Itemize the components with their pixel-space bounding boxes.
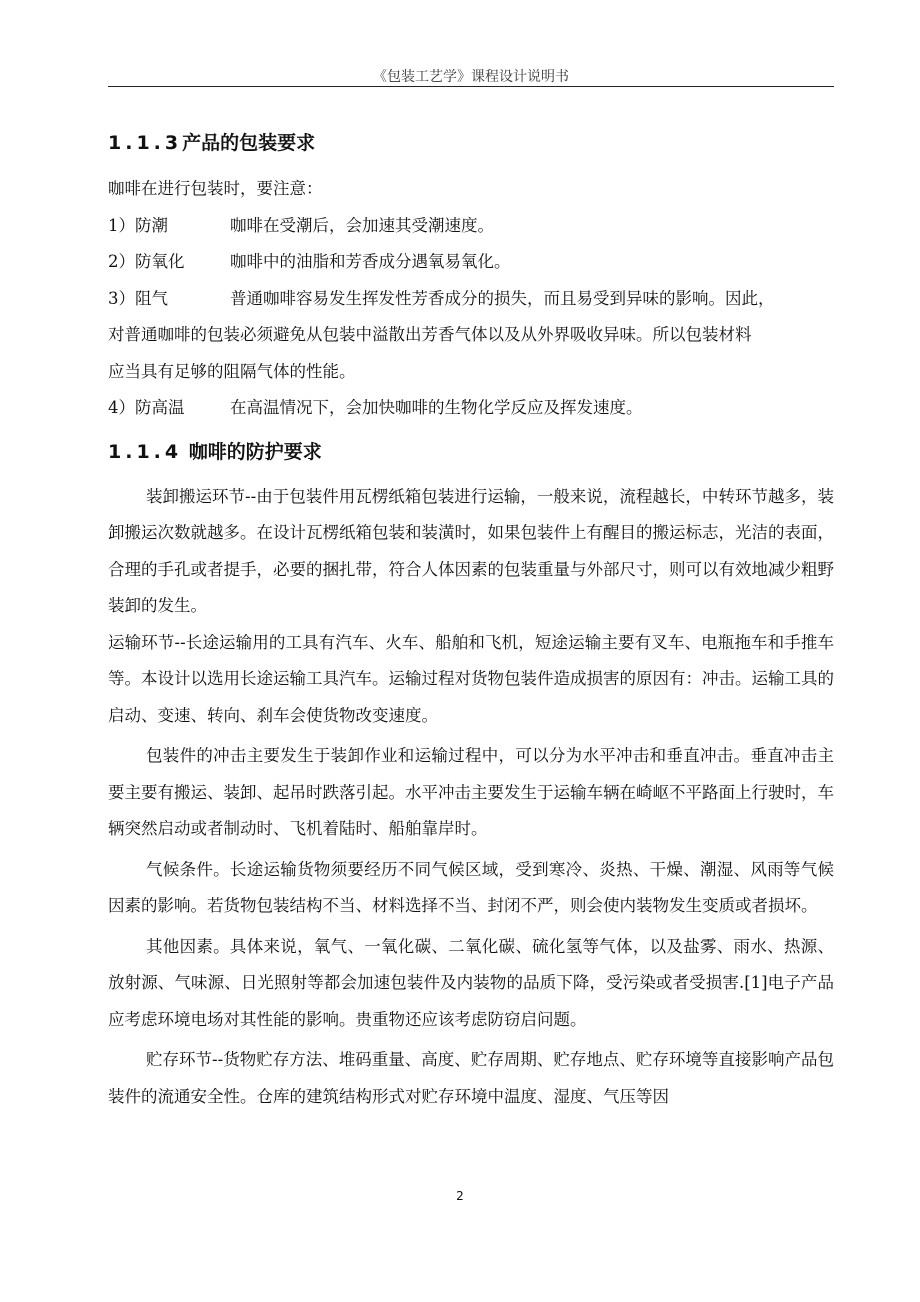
requirement-continuation: 对普通咖啡的包装必须避免从包装中溢散出芳香气体以及从外界吸收异味。所以包装材料 xyxy=(108,325,752,344)
requirement-label: 1）防潮 xyxy=(108,215,168,235)
header-divider xyxy=(108,86,834,87)
requirement-label: 3）阻气 xyxy=(108,288,168,308)
paragraph-transport: 运输环节--长途运输用的工具有汽车、火车、船舶和飞机，短途运输主要有叉车、电瓶拖车和手推车等。本设计以选用长途运输工具汽车。运输过程对货物包装件造成损害的原因有：冲击。运输工具的启动、变速、转向、刹车会使货物改变速度。 xyxy=(108,632,834,725)
requirement-text: 在高温情况下，会加快咖啡的生物化学反应及挥发速度。 xyxy=(230,398,643,417)
requirement-text: 咖啡中的油脂和芳香成分遇氧易氧化。 xyxy=(230,252,511,271)
section-number: 1.1.3 xyxy=(108,132,183,154)
section-heading-1-1-3 xyxy=(108,124,834,162)
section-intro: 咖啡在进行包装时，要注意： xyxy=(108,179,323,198)
paragraph-climate: 气候条件。长途运输货物须要经历不同气候区域，受到寒冷、炎热、干燥、潮湿、风雨等气候因素的影响。若货物包装结构不当、材料选择不当、封闭不严，则会使内装物发生变质或者损坏。 xyxy=(108,859,834,915)
paragraph-handling: 装卸搬运环节--由于包装件用瓦楞纸箱包装进行运输，一般来说，流程越长，中转环节越多，装卸搬运次数就越多。在设计瓦楞纸箱包装和装潢时，如果包装件上有醒目的搬运标志，光洁的表面，合理的手孔或者提手，必要的捆扎带，符合人体因素的包装重量与外部尺寸，则可以有效地减少粗野装卸的发生。 xyxy=(108,486,834,615)
paragraph-other-factors: 其他因素。具体来说，氧气、一氧化碳、二氧化碳、硫化氢等气体，以及盐雾、雨水、热源、放射源、气味源、日光照射等都会加速包装件及内装物的品质下降，受污染或者受损害.[1]电子产品应考虑环境电场对其性能的影响。贵重物还应该考虑防窃启问题。 xyxy=(108,936,834,1029)
requirement-continuation: 应当具有足够的阻隔气体的性能。 xyxy=(108,361,356,381)
requirement-item xyxy=(108,208,834,245)
requirement-item xyxy=(108,390,834,427)
section-heading-1-1-4 xyxy=(108,433,834,471)
paragraph-storage: 贮存环节--货物贮存方法、堆码重量、高度、贮存周期、贮存地点、贮存环境等直接影响产品包装件的流通安全性。仓库的建筑结构形式对贮存环境中温度、湿度、气压等因 xyxy=(108,1050,834,1106)
section-title: 产品的包装要求 xyxy=(182,132,316,154)
requirement-label: 2）防氧化 xyxy=(108,252,185,271)
requirement-label: 4）防高温 xyxy=(108,398,185,417)
page-number: 2 xyxy=(456,1189,464,1203)
section-number: 1.1.4 xyxy=(108,440,183,463)
requirement-item xyxy=(108,244,834,281)
section-title: 咖啡的防护要求 xyxy=(188,440,322,463)
requirement-text: 普通咖啡容易发生挥发性芳香成分的损失，而且易受到异味的影响。因此， xyxy=(230,288,775,308)
document-body xyxy=(108,124,834,1115)
paragraph-impact: 包装件的冲击主要发生于装卸作业和运输过程中，可以分为水平冲击和垂直冲击。垂直冲击主要主要有搬运、装卸、起吊时跌落引起。水平冲击主要发生于运输车辆在崎岖不平路面上行驶时，车辆突然启动或者制动时、飞机着陆时、船舶靠岸时。 xyxy=(108,746,834,838)
requirement-item xyxy=(108,281,834,318)
page-header-title: 《包装工艺学》课程设计说明书 xyxy=(373,69,569,85)
requirement-text: 咖啡在受潮后，会加速其受潮速度。 xyxy=(230,215,494,235)
